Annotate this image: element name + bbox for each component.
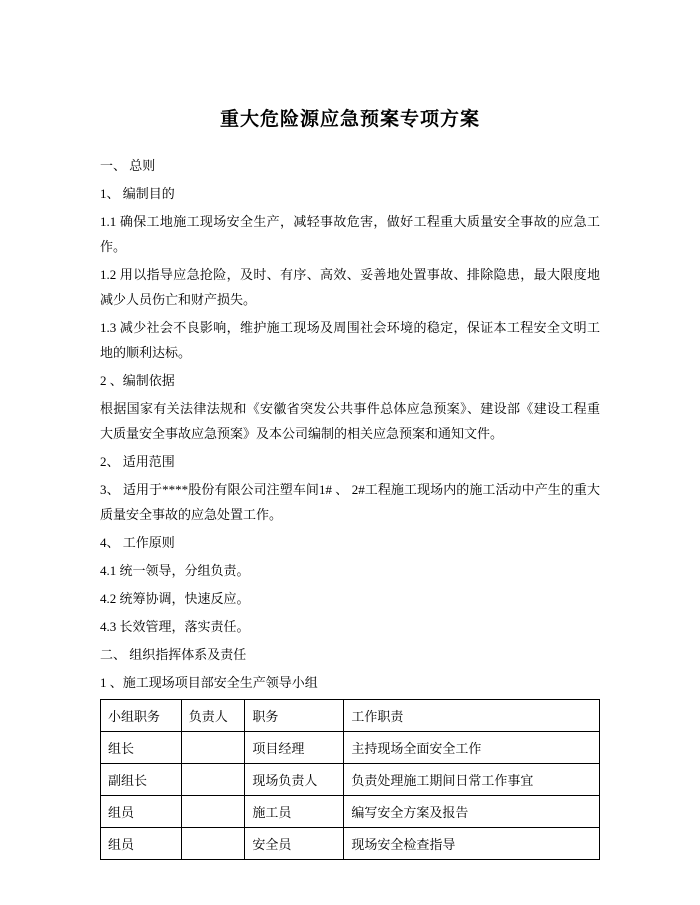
- body-paragraph-basis: 根据国家有关法律法规和《安徽省突发公共事件总体应急预案》、建设部《建设工程重大质量安全事故应急预案》及本公司编制的相关应急预案和通知文件。: [100, 401, 600, 441]
- cell-duty: 编写安全方案及报告: [344, 796, 600, 828]
- table-header-duty: 工作职责: [344, 700, 600, 732]
- section-heading-organization: 二、 组织指挥体系及责任: [100, 647, 247, 662]
- cell-title: 项目经理: [245, 732, 344, 764]
- cell-duty: 现场安全检查指导: [344, 828, 600, 860]
- document-title: 重大危险源应急预案专项方案: [219, 109, 480, 130]
- table-header-role: 小组职务: [101, 700, 182, 732]
- section-heading-purpose: 1、 编制目的: [100, 186, 175, 201]
- body-paragraph-scope: 3、 适用于****股份有限公司注塑车间1# 、 2#工程施工现场内的施工活动中产生的重大质量安全事故的应急处置工作。: [100, 482, 600, 522]
- body-paragraph-1-1: 1.1 确保工地施工现场安全生产，减轻事故危害，做好工程重大质量安全事故的应急工作。: [100, 214, 600, 254]
- section-heading-general: 一、 总则: [100, 158, 156, 173]
- table-row: [101, 764, 600, 796]
- table-header-row: [101, 700, 600, 732]
- body-paragraph-1-3: 1.3 减少社会不良影响，维护施工现场及周围社会环境的稳定，保证本工程安全文明工地的顺利达标。: [100, 320, 600, 360]
- table-header-title: 职务: [245, 700, 344, 732]
- cell-title: 安全员: [245, 828, 344, 860]
- body-paragraph-4-1: 4.1 统一领导，分组负责。: [100, 563, 250, 578]
- cell-person: [181, 828, 245, 860]
- section-heading-basis: 2 、编制依据: [100, 373, 175, 388]
- cell-person: [181, 732, 245, 764]
- cell-title: 现场负责人: [245, 764, 344, 796]
- table-header-person: 负责人: [181, 700, 245, 732]
- cell-person: [181, 796, 245, 828]
- cell-role: 组员: [101, 828, 182, 860]
- cell-role: 组员: [101, 796, 182, 828]
- cell-duty: 负责处理施工期间日常工作事宜: [344, 764, 600, 796]
- section-heading-scope: 2、 适用范围: [100, 454, 175, 469]
- table-row: [101, 732, 600, 764]
- table-row: [101, 796, 600, 828]
- body-paragraph-4-2: 4.2 统筹协调，快速反应。: [100, 591, 250, 606]
- table-row: [101, 828, 600, 860]
- body-paragraph-1-2: 1.2 用以指导应急抢险，及时、有序、高效、妥善地处置事故、排除隐患，最大限度地减少人员伤亡和财产损失。: [100, 267, 600, 307]
- cell-person: [181, 764, 245, 796]
- body-paragraph-4-3: 4.3 长效管理，落实责任。: [100, 619, 250, 634]
- section-heading-leader-group: 1 、施工现场项目部安全生产领导小组: [100, 675, 318, 690]
- cell-role: 组长: [101, 732, 182, 764]
- safety-leadership-table: [100, 699, 600, 860]
- cell-title: 施工员: [245, 796, 344, 828]
- section-heading-principles: 4、 工作原则: [100, 535, 175, 550]
- cell-duty: 主持现场全面安全工作: [344, 732, 600, 764]
- cell-role: 副组长: [101, 764, 182, 796]
